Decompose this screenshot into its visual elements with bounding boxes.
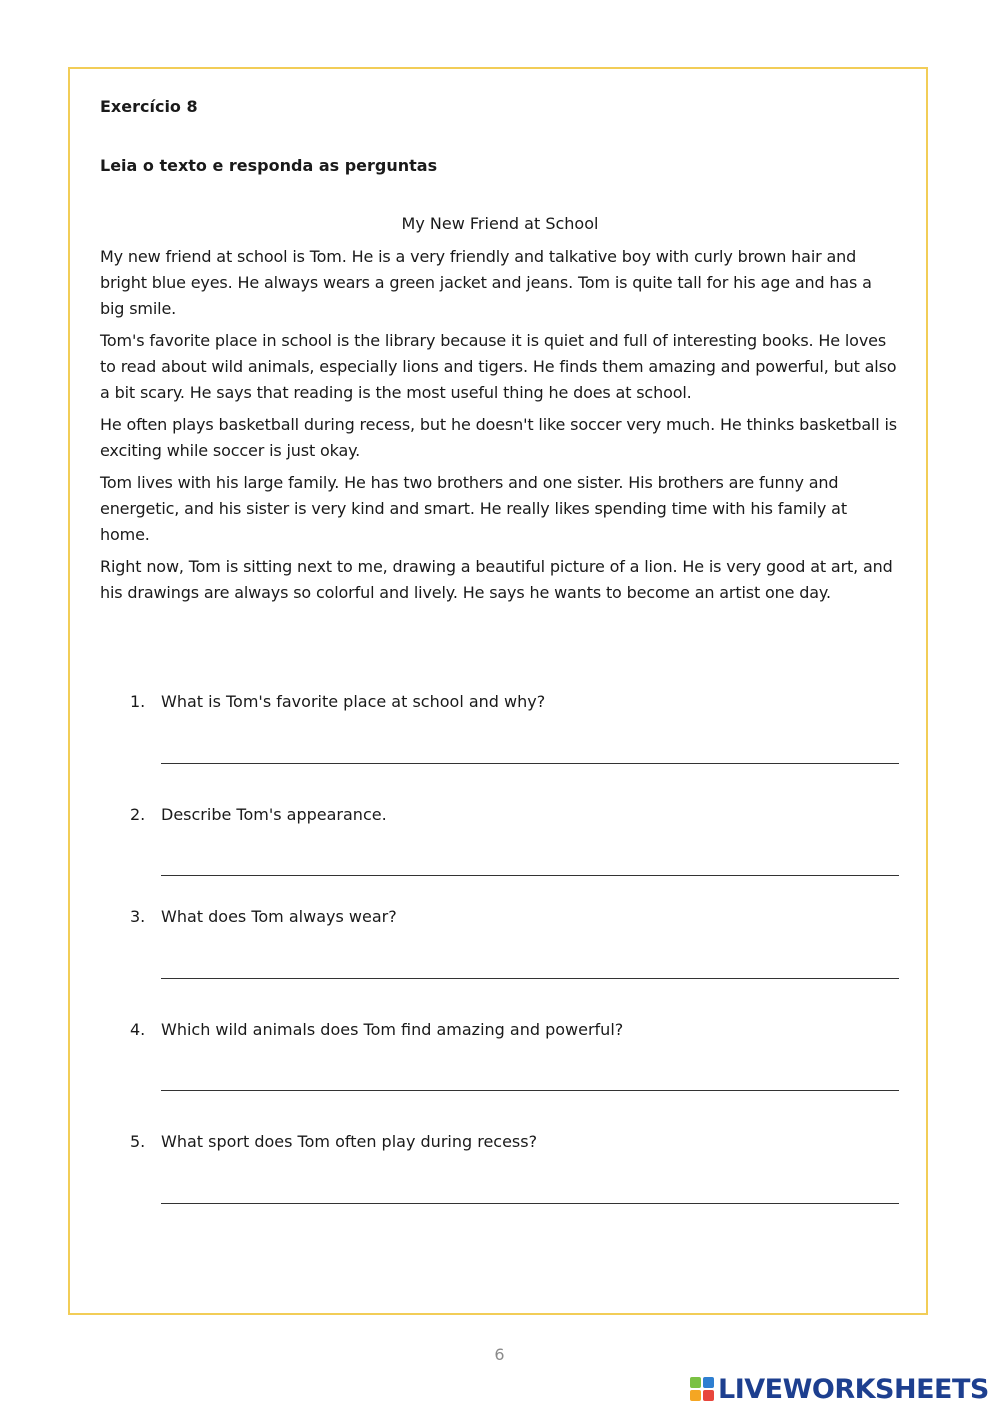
story-paragraph: Tom lives with his large family. He has two brothers and one sister. His brothers are funny and energetic, and his sister is very kind and smart. He really likes spending time with his family at home. [100, 473, 847, 544]
question-text: What is Tom's favorite place at school and why? [161, 692, 546, 711]
question-number: 2. [130, 805, 146, 824]
story-text [100, 244, 900, 612]
answer-line-3[interactable] [161, 978, 899, 979]
exercise-instruction: Leia o texto e responda as perguntas [100, 156, 438, 175]
worksheet-frame [68, 67, 928, 1315]
question-number: 3. [130, 907, 146, 926]
question-text: Which wild animals does Tom find amazing and powerful? [161, 1020, 624, 1039]
story-paragraph: Tom's favorite place in school is the library because it is quiet and full of interesting books. He loves to read about wild animals, especially lions and tigers. He finds them amazing and powerful, but also a bit scary. He says that reading is the most useful thing he does at school. [100, 331, 897, 402]
question-text: What sport does Tom often play during recess? [161, 1132, 538, 1151]
question-text: What does Tom always wear? [161, 907, 397, 926]
exercise-title: Exercício 8 [100, 97, 198, 116]
logo-tile-icon [690, 1390, 701, 1401]
liveworksheets-logo[interactable] [690, 1374, 989, 1404]
page-number: 6 [494, 1345, 505, 1364]
answer-line-4[interactable] [161, 1090, 899, 1091]
liveworksheets-brand-text: LIVEWORKSHEETS [718, 1373, 989, 1405]
logo-tile-icon [690, 1377, 701, 1388]
story-paragraph: Right now, Tom is sitting next to me, drawing a beautiful picture of a lion. He is very good at art, and his drawings are always so colorful and lively. He says he wants to become an artist one day. [100, 557, 893, 602]
story-paragraph: He often plays basketball during recess, but he doesn't like soccer very much. He thinks basketball is exciting while soccer is just okay. [100, 415, 897, 460]
liveworksheets-logo-icon [690, 1377, 714, 1401]
question-number: 5. [130, 1132, 146, 1151]
answer-line-1[interactable] [161, 763, 899, 764]
question-number: 1. [130, 692, 146, 711]
answer-line-2[interactable] [161, 875, 899, 876]
logo-tile-icon [703, 1377, 714, 1388]
answer-line-5[interactable] [161, 1203, 899, 1204]
story-paragraph: My new friend at school is Tom. He is a very friendly and talkative boy with curly brown hair and bright blue eyes. He always wears a green jacket and jeans. Tom is quite tall for his age and has a big smile. [100, 247, 872, 318]
logo-tile-icon [703, 1390, 714, 1401]
question-text: Describe Tom's appearance. [161, 805, 387, 824]
question-number: 4. [130, 1020, 146, 1039]
story-title: My New Friend at School [401, 214, 599, 233]
